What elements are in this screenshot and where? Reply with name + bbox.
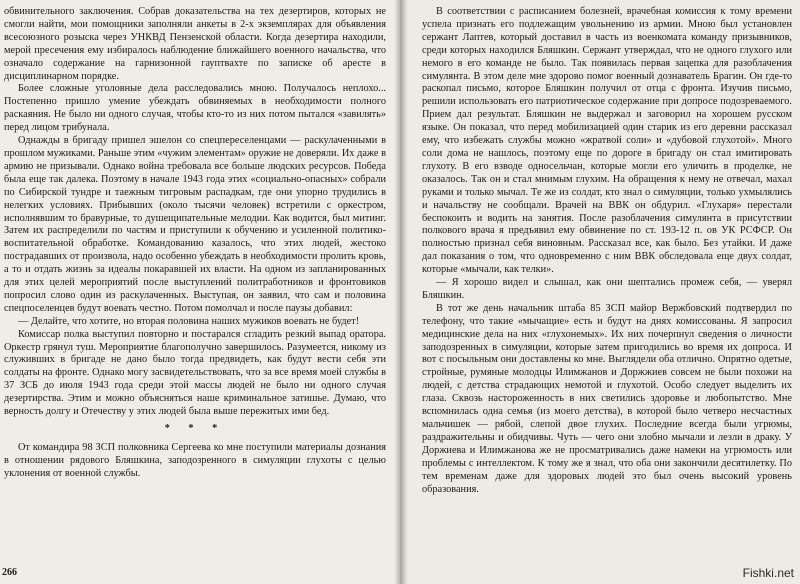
book-gutter <box>394 0 408 584</box>
watermark-brand: Fishki <box>742 566 774 580</box>
watermark-suffix: .net <box>773 566 794 580</box>
right-page <box>400 0 800 584</box>
paragraph: Более сложные уголовные дела расследовались мною. Получалось неплохо... Постепенно пришло умение убеждать обвиняемых в необходимости полного раскаяния. Не было ни одного случая, чтобы кто-то из них потом пытался «завилять» перед лицом трибунала. <box>4 83 386 134</box>
paragraph: — Делайте, что хотите, но вторая половина наших мужиков воевать не будет! <box>18 315 360 327</box>
paragraph: В тот же день начальник штаба 85 ЗСП майор Вержбовский подтвердил по телефону, что такие «мычащие» есть и будут на днях комиссованы. Я запросил медицинские дела на них «глухонемых». Их них почерпнул сведения о личности заподозренных в симуляции, которые затем пригодились во время их допроса. И вот с посыльным они доставлены ко мне. Выглядели оба отлично. Опрятно одетые, стройные, румяные молодцы Илимжанов и Доржжиев совсем не были похожи на людей, с детства страдающих немотой и глухотой. Особо следует выделить их глаза. Сквозь настороженность в них светились здоровье и любопытство. Мне вспомнилась одна семья (из моего детства), в которой было четверо несчастных мальчишек — рябой, слепой двое глухих. Последние всегда были угрюмы, раздражительны и обидчивы. Чуть — чего они злобно мычали и лезли в драку. У Доржиева и Илимжанова же не просматривались даже намеки на угрюмость или проблемы с интеллектом. К тому же я знал, что оба они закончили десятилетку. По тем временам даже для здоровых людей это был очень высокий уровень образования. <box>422 302 792 495</box>
section-separator: * * * <box>164 423 226 434</box>
paragraph: Однажды в бригаду пришел эшелон со спецпереселенцами — раскулаченными в прошлом мужиками. Раньше этим «чужим элементам» оружие не доверяли. Их даже в армию не призывали. Однако война требовала все больше людских ресурсов. Победа была еще так далека. Поэтому в начале 1943 года этих «социально-опасных» собрали по Сибирской тундре и таежным тигровым распадкам, где они упорно трудились в нелегких условиях. Прибывших (около тысячи человек) встретили с оркестром, исполнявшим то бравурные, то душещипательные мелодии. Как водится, был митинг. Затем их распределили по частям и приступили к обучению и усиленной политико-воспитательной обработке. Командованию казалось, что этих людей, жестоко пострадавших от произвола, надо особенно убеждать в необходимости пролить кровь, а то и отдать жизнь за идеалы покаравшей их власти. На одном из запланированных для этих целей мероприятий после выступлений политработников и фронтовиков попросил слово один из раскулаченных. Выступая, он заявил, что сам и половина спецпоселенцев будут воевать честно. Потом помолчал и после паузы добавил: <box>4 135 386 314</box>
paragraph: — Я хорошо видел и слышал, как они шептались промеж себя, — уверял Бляшкин. <box>422 277 792 301</box>
left-page-text <box>4 6 386 481</box>
paragraph: обвинительного заключения. Собрав доказательства на тех дезертиров, которых не смогли найти, мои помощники заполняли анкеты в 2-х экземплярах для объявления всесоюзного розыска через УНКВД Пензенской области. Когда дезертира находили, мерой пресечения ему избиралось наблюдение ближайшего военного начальства, что означало содержание на гарнизонной гауптвахте по записке об аресте в дисциплинарном порядке. <box>4 6 386 82</box>
paragraph: Комиссар полка выступил повторно и постарался сгладить резкий выпад оратора. Оркестр грянул туш. Мероприятие благополучно завершилось. Разумеется, никому из служивших в бригаде не дано было тогда предвидеть, как будут вести себя эти солдаты на фронте. Однако могу засвидетельствовать, что за все время моей службы в 37 ЗСБ до июля 1943 года среди этой массы людей не было ни одного случая дезертирства. Этим и можно объясняться наше криминальное затишье. Думаю, что верность долгу и Отечеству у этих людей была выше пережитых ими бед. <box>4 328 386 418</box>
page-number: 266 <box>2 567 17 578</box>
paragraph: От командира 98 ЗСП полковника Сергеева ко мне поступили материалы дознания в отношении рядового Бляшкина, заподозренного в симуляции глухоты с целью уклонения от военной службы. <box>4 441 386 479</box>
right-page-text <box>422 6 792 496</box>
watermark-logo <box>743 566 794 580</box>
paragraph: В соответствии с расписанием болезней, врачебная комиссия к тому времени успела признать его подлежащим увольнению из армии. Мною был установлен сержант Лаптев, который доставил в часть из военкомата команду призывников, среди которых находился Бляшкин. Сержант утверждал, что не одного глухого или немого в его команде не было. Так появилась первая зацепка для разоблачения симулянта. В этом деле мне здорово помог военный дознаватель Брагин. Он где-то раскопал письмо, которое Бляшкин получил от отца с фронта. Изучив письмо, решили использовать его патриотическое содержание при допросе подозреваемого. Прием дал результат. Бляшкин не выдержал и заговорил на хорошем русском языке. Он показал, что перед мобилизацией один старик из его деревни рассказал ему, что избежать службы можно «жратвой соли» и «дубовой глухотой». Много соли дома не нашлось, поэтому еще по дороге в бригаду он стал имитировать глухоту. В его взводе односельчан, которые могли его уличить в проделке, не оказалось. Так он и стал мнимым глухим. На обращения к нему не отвечал, махал руками и только мычал. Те же из солдат, кто знал о симуляции, только ухмылялись и начальству не сообщали. Врачей на ВВК он обдурил. «Глухаря» перестали беспокоить и водить на занятия. После разоблачения симулянта в присутствии полкового врача я предъявил ему обвинение по ст. 193-12 п. ов УК РСФСР. Он полностью признал себя виновным. Рассказал все, как было. Без утайки. И даже дал показания о том, что одновременно с ним ВВК обследовала еще двух солдат, которые «мычали, как телки». <box>422 6 792 276</box>
